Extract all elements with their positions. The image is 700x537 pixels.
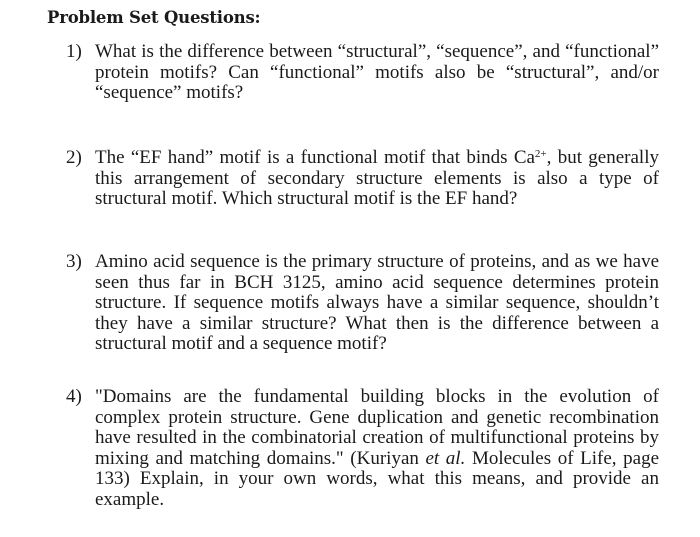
question-3-text: Amino acid sequence is the primary structure of proteins, and as we have seen thus far in BCH 3125, amino acid sequence determines protein structure. If sequence motifs always have a similar sequence, shouldn’t they have a similar structure? What then is the difference between a structural motif and a sequence motif?: [95, 251, 659, 354]
question-2: [66, 148, 659, 210]
question-2-text-after: , but generally this arrangement of secondary structure elements is also a type of structural motif. Which structural motif is the EF hand?: [95, 147, 659, 209]
question-4: [66, 387, 659, 510]
question-4-text-after: Molecules of Life, page 133) Explain, in your own words, what this means, and provide an example.: [95, 447, 660, 510]
question-2-text: [95, 148, 659, 210]
calcium-charge-superscript: 2+: [534, 148, 547, 160]
question-4-italic-et-al: et al.: [425, 447, 466, 469]
page-title: Problem Set Questions:: [47, 8, 261, 27]
question-4-text-before: "Domains are the fundamental building blocks in the evolution of complex protein structure. Gene duplication and genetic recombination have resulted in the combinatorial creation of multifunctional proteins by mixing and matching domains." (Kuriyan: [95, 386, 659, 469]
question-2-text-before: The “EF hand” motif is a functional motif that binds Ca: [95, 147, 535, 168]
question-1-text: What is the difference between “structural”, “sequence”, and “functional” protein motifs? Can “functional” motifs also be “structural”, and/or “sequence” motifs?: [95, 41, 659, 103]
question-4-number: 4): [66, 386, 82, 407]
question-3-number: 3): [66, 251, 82, 272]
question-1-number: 1): [66, 41, 82, 62]
question-1: [66, 42, 659, 104]
question-3: [66, 252, 659, 355]
question-4-text: [95, 387, 659, 510]
question-2-number: 2): [66, 147, 82, 168]
